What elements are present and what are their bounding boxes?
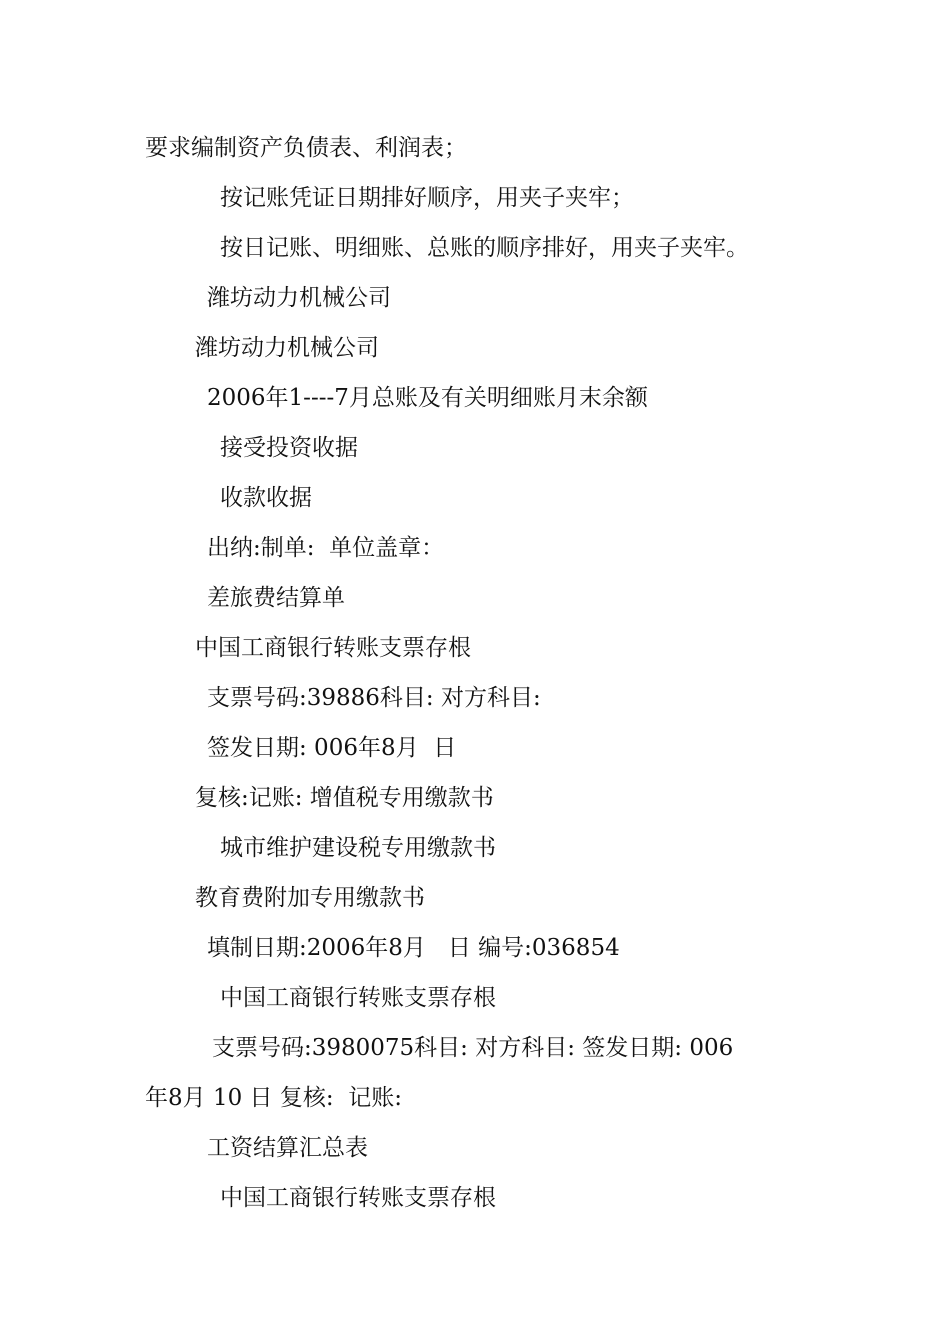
text-line-issue-date: 签发日期: 006年8月 日 — [207, 735, 457, 761]
text-line-urban-tax: 城市维护建设税专用缴款书 — [220, 835, 496, 861]
text-line-education-surcharge: 教育费附加专用缴款书 — [195, 885, 425, 911]
text-line-check-number-2: 支票号码:3980075科目: 对方科目: 签发日期: 006 — [212, 1035, 734, 1061]
text-line-company-name-2: 潍坊动力机械公司 — [195, 335, 379, 361]
text-line-ledger-order: 按日记账、明细账、总账的顺序排好，用夹子夹牢。 — [220, 235, 749, 261]
text-line-check-stub-3: 中国工商银行转账支票存根 — [220, 1185, 496, 1211]
text-line-check-date-2: 年8月 10 日 复核: 记账: — [145, 1085, 402, 1111]
text-line-fill-date: 填制日期:2006年8月 日 编号:036854 — [207, 935, 620, 961]
text-line-travel-expense: 差旅费结算单 — [207, 585, 345, 611]
text-line-check-number: 支票号码:39886科目: 对方科目: — [207, 685, 541, 711]
text-line-payroll-summary: 工资结算汇总表 — [207, 1135, 368, 1161]
text-line-cashier-signoff: 出纳:制单: 单位盖章： — [207, 535, 445, 561]
text-line-check-stub: 中国工商银行转账支票存根 — [195, 635, 471, 661]
text-line-report-requirement: 要求编制资产负债表、利润表； — [145, 135, 467, 161]
text-line-ledger-balance-title: 2006年1----7月总账及有关明细账月末余额 — [207, 385, 648, 411]
text-line-payment-receipt: 收款收据 — [220, 485, 312, 511]
text-line-check-stub-2: 中国工商银行转账支票存根 — [220, 985, 496, 1011]
text-line-voucher-order: 按记账凭证日期排好顺序，用夹子夹牢； — [220, 185, 634, 211]
text-line-company-name: 潍坊动力机械公司 — [207, 285, 391, 311]
text-line-vat-payment: 复核:记账: 增值税专用缴款书 — [195, 785, 494, 811]
text-line-investment-receipt: 接受投资收据 — [220, 435, 358, 461]
